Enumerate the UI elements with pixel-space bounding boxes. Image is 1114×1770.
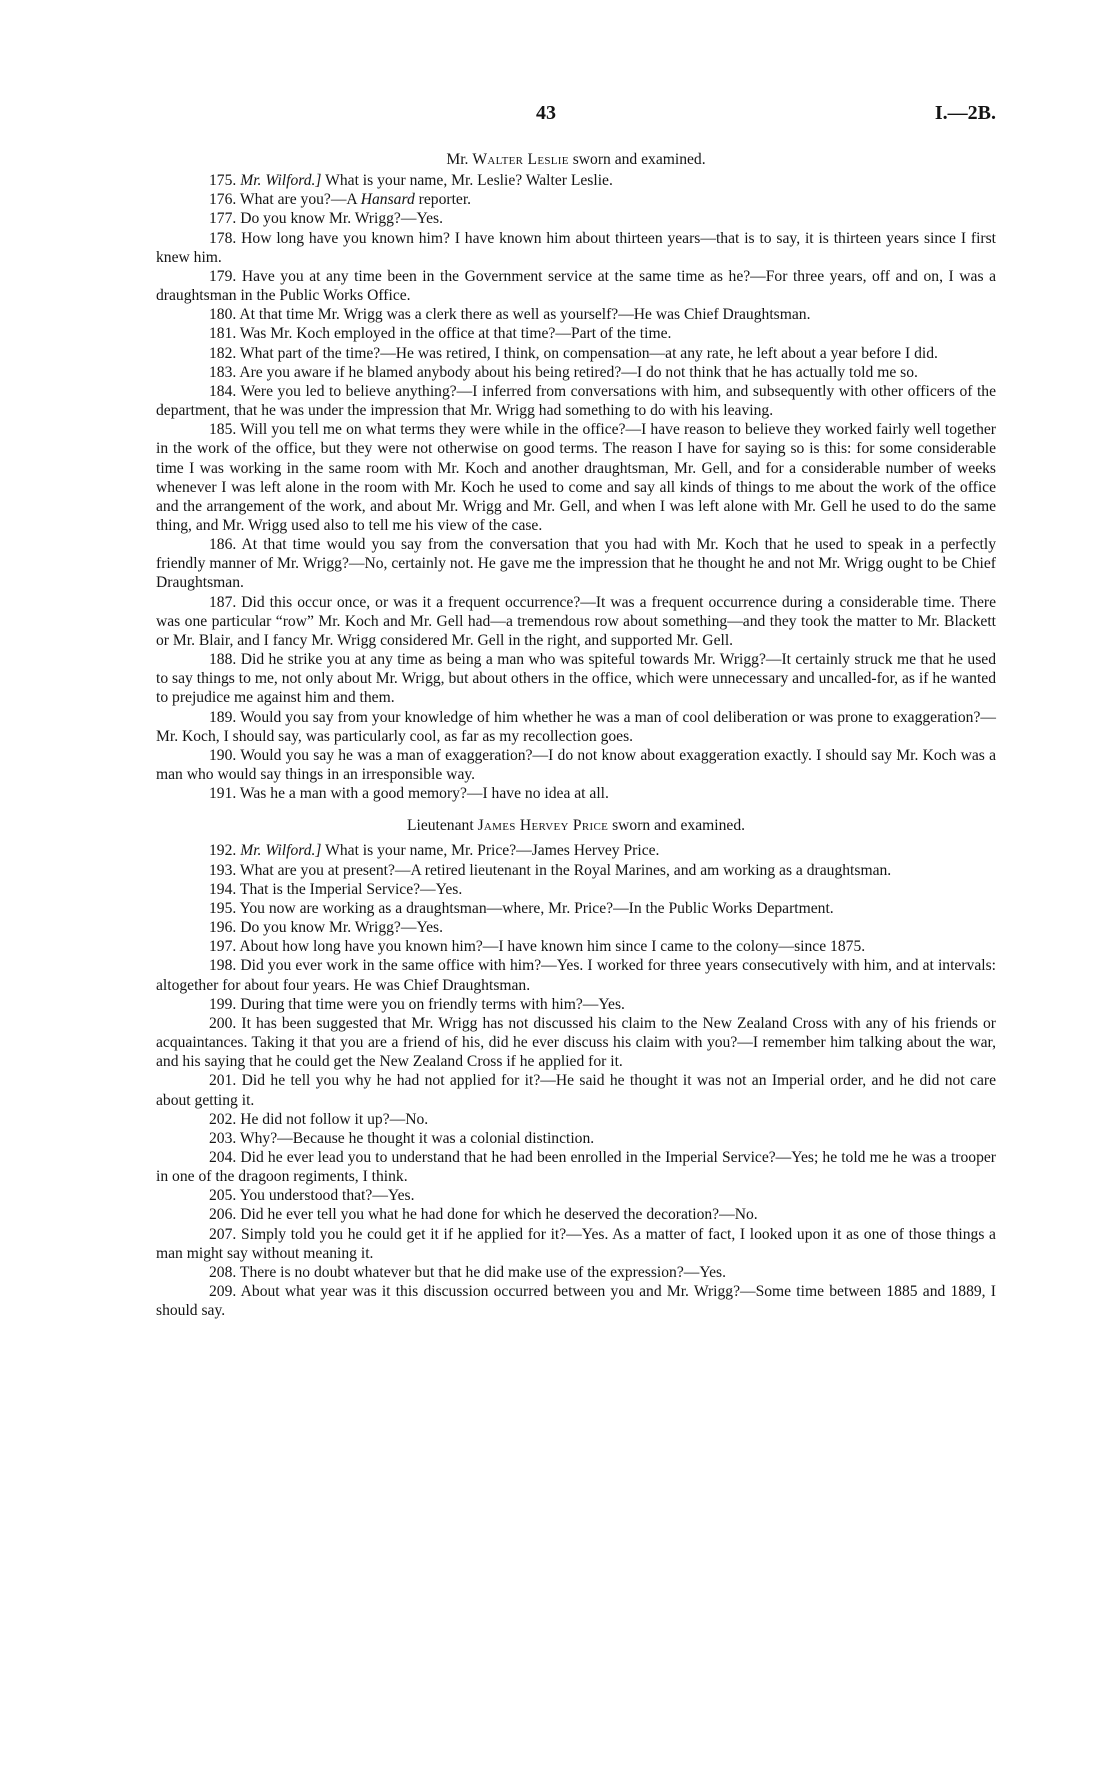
question-number: 201. — [209, 1072, 237, 1090]
question-text: You understood that?—Yes. — [239, 1187, 415, 1205]
question-number: 209. — [209, 1283, 237, 1301]
question-entry — [156, 937, 996, 956]
question-entry — [156, 861, 996, 880]
question-text: What are you?—A — [239, 191, 357, 209]
question-entry — [156, 1263, 996, 1282]
question-number: 195. — [209, 899, 237, 917]
questioner: Mr. Wilford.] — [240, 842, 322, 860]
witness-heading — [156, 150, 996, 169]
document-reference: I.—2B. — [934, 102, 996, 124]
witness-name: Walter Leslie — [472, 151, 569, 168]
question-entry — [156, 420, 996, 535]
question-text: Why?—Because he thought it was a colonial distinction. — [239, 1129, 595, 1147]
question-text: He did not follow it up?—No. — [240, 1110, 429, 1128]
question-text: Did this occur once, or was it a frequent occurrence?—It was a frequent occurrence during a considerable time. There was one particular “row” Mr. Koch and Mr. Gell had—a tremendous row about something—and they took the matter to Mr. Blackett or Mr. Blair, and I fancy Mr. Wrigg considered Mr. Gell in the right, and supported Mr. Gell. — [156, 593, 996, 649]
witness-title: Mr. — [446, 151, 469, 168]
question-text-cont: reporter. — [418, 191, 472, 209]
question-number: 184. — [209, 382, 237, 400]
witness-sworn: sworn and examined. — [572, 151, 706, 168]
question-entry — [156, 229, 996, 267]
question-text: It has been suggested that Mr. Wrigg has not discussed his claim to the New Zealand Cross with any of his friends or acquaintances. Taking it that you are a friend of his, did he ever discuss his claim with you?—I remember him talking about the war, and his saying that he could get the New Zealand Cross if he applied for it. — [156, 1014, 996, 1071]
question-number: 180. — [209, 306, 237, 324]
question-text: What are you at present?—A retired lieutenant in the Royal Marines, and am working as a draughtsman. — [239, 861, 892, 879]
question-number: 183. — [209, 363, 237, 381]
question-text: Have you at any time been in the Government service at the same time as he?—For three years, off and on, I was a draughtsman in the Public Works Office. — [156, 267, 996, 305]
question-text: Was Mr. Koch employed in the office at that time?—Part of the time. — [239, 325, 672, 343]
question-text: Did he tell you why he had not applied for it?—He said he thought it was not an Imperial order, and he did not care about getting it. — [156, 1072, 996, 1109]
question-entry — [156, 363, 996, 382]
question-entry — [156, 784, 996, 803]
witness-sworn: sworn and examined. — [612, 817, 746, 835]
question-entry — [156, 324, 996, 343]
question-number: 189. — [209, 708, 237, 726]
witness-name: James Hervey Price — [477, 817, 609, 835]
question-entry — [156, 1014, 996, 1071]
document-body — [156, 150, 996, 1320]
question-entry — [156, 899, 996, 918]
question-entry — [156, 708, 996, 746]
question-text: Did he ever lead you to understand that he had been enrolled in the Imperial Service?—Yes; he told me he was a trooper in one of the dragoon regiments, I think. — [156, 1148, 996, 1186]
question-entry — [156, 382, 996, 420]
question-text: You now are working as a draughtsman—where, Mr. Price?—In the Public Works Department. — [239, 899, 834, 917]
question-text: What is your name, Mr. Leslie? Walter Leslie. — [325, 172, 613, 190]
question-entry — [156, 1186, 996, 1205]
question-entry — [156, 880, 996, 899]
question-number: 193. — [209, 861, 237, 879]
question-number: 190. — [209, 746, 237, 764]
question-text: What is your name, Mr. Price?—James Hervey Price. — [325, 842, 660, 860]
question-text: Was he a man with a good memory?—I have no idea at all. — [239, 785, 609, 803]
question-entry — [156, 1129, 996, 1148]
question-entry — [156, 1205, 996, 1224]
question-number: 175. — [209, 172, 237, 190]
question-number: 187. — [209, 593, 237, 611]
question-number: 200. — [209, 1014, 237, 1032]
question-number: 204. — [209, 1148, 237, 1166]
witness-title: Lieutenant — [406, 817, 474, 835]
question-text: At that time would you say from the conversation that you had with Mr. Koch that he used to speak in a perfectly friendly manner of Mr. Wrigg?—No, certainly not. He gave me the impression that he thought he and not Mr. Wrigg ought to be Chief Draughtsman. — [156, 536, 996, 592]
question-entry — [156, 1148, 996, 1186]
question-number: 197. — [209, 938, 237, 956]
question-text: About what year was it this discussion occurred between you and Mr. Wrigg?—Some time between 1885 and 1889, I should say. — [156, 1283, 996, 1320]
question-number: 182. — [209, 344, 237, 362]
question-number: 188. — [209, 651, 237, 669]
question-entry — [156, 535, 996, 592]
question-text: What part of the time?—He was retired, I think, on compensation—at any rate, he left about a year before I did. — [239, 344, 938, 362]
question-text: Would you say from your knowledge of him whether he was a man of cool deliberation or was prone to exaggeration?—Mr. Koch, I should say, was particularly cool, as far as my recollection goes. — [156, 708, 996, 745]
question-text: At that time Mr. Wrigg was a clerk there as well as yourself?—He was Chief Draughtsman. — [239, 306, 811, 324]
question-entry — [156, 190, 996, 209]
question-number: 207. — [209, 1225, 237, 1243]
question-text: About how long have you known him?—I have known him since I came to the colony—since 1875. — [239, 938, 866, 956]
question-number: 179. — [209, 267, 237, 285]
question-number: 177. — [209, 210, 237, 228]
question-text: During that time were you on friendly terms with him?—Yes. — [240, 995, 625, 1013]
question-number: 185. — [209, 421, 237, 439]
question-text: Simply told you he could get it if he applied for it?—Yes. As a matter of fact, I looked upon it as one of those things a man might say without meaning it. — [156, 1225, 996, 1262]
question-entry — [156, 593, 996, 650]
question-entry — [156, 841, 996, 860]
question-text: Did he ever tell you what he had done for which he deserved the decoration?—No. — [240, 1206, 758, 1224]
question-text: Would you say he was a man of exaggeration?—I do not know about exaggeration exactly. I should say Mr. Koch was a man who would say things in an irresponsible way. — [156, 746, 996, 783]
question-number: 205. — [209, 1187, 237, 1205]
question-number: 203. — [209, 1129, 237, 1147]
question-text: That is the Imperial Service?—Yes. — [239, 880, 463, 898]
question-entry — [156, 995, 996, 1014]
question-entry — [156, 1071, 996, 1109]
emphasis-text: Hansard — [360, 191, 415, 209]
question-text: Are you aware if he blamed anybody about his being retired?—I do not think that he has actually told me so. — [239, 363, 918, 381]
question-number: 181. — [209, 325, 237, 343]
question-entry — [156, 209, 996, 228]
witness-heading — [156, 816, 996, 835]
question-entry — [156, 267, 996, 305]
question-text: Do you know Mr. Wrigg?—Yes. — [240, 210, 444, 228]
question-number: 202. — [209, 1110, 237, 1128]
question-number: 198. — [209, 957, 237, 975]
question-number: 178. — [209, 229, 237, 247]
question-entry — [156, 344, 996, 363]
question-number: 208. — [209, 1263, 237, 1281]
question-entry — [156, 918, 996, 937]
question-number: 191. — [209, 785, 237, 803]
question-number: 176. — [209, 191, 237, 209]
question-entry — [156, 1110, 996, 1129]
question-number: 194. — [209, 880, 237, 898]
question-number: 186. — [209, 536, 237, 554]
question-entry — [156, 171, 996, 190]
question-number: 196. — [209, 919, 237, 937]
page-number: 43 — [536, 102, 556, 124]
question-entry — [156, 305, 996, 324]
question-text: Do you know Mr. Wrigg?—Yes. — [240, 919, 444, 937]
question-number: 206. — [209, 1206, 237, 1224]
question-number: 192. — [209, 842, 237, 860]
question-entry — [156, 956, 996, 994]
question-entry — [156, 746, 996, 784]
question-entry — [156, 650, 996, 707]
questioner: Mr. Wilford.] — [240, 172, 322, 190]
question-text: Will you tell me on what terms they were while in the office?—I have reason to believe they worked fairly well together in the work of the office, but they were not otherwise on good terms. The reason I have for saying so is this: for some considerable time I was working in the same room with Mr. Koch and another draughtsman, Mr. Gell, and for a considerable number of weeks whenever I was left alone in the room with Mr. Koch he used to come and say all kinds of things to me about the work of the office and the arrangement of the work, and about Mr. Wrigg and Mr. Gell, and when I was left alone with Mr. Gell he used to do the same thing, and Mr. Wrigg used also to tell me his view of the case. — [156, 421, 996, 534]
question-entry — [156, 1282, 996, 1320]
question-entry — [156, 1225, 996, 1263]
question-text: Were you led to believe anything?—I inferred from conversations with him, and subsequently with other officers of the department, that he was under the impression that Mr. Wrigg had something to do with his leaving. — [156, 382, 996, 420]
page-header — [0, 102, 1114, 132]
question-text: How long have you known him? I have known him about thirteen years—that is to say, it is thirteen years since I first knew him. — [156, 229, 996, 266]
question-text: There is no doubt whatever but that he did make use of the expression?—Yes. — [239, 1263, 726, 1281]
question-number: 199. — [209, 995, 237, 1013]
question-text: Did he strike you at any time as being a man who was spiteful towards Mr. Wrigg?—It certainly struck me that he used to say things to me, not only about Mr. Wrigg, but about others in the office, which were unnecessary and uncalled-for, as if he wanted to prejudice me against him and them. — [156, 651, 996, 707]
question-text: Did you ever work in the same office with him?—Yes. I worked for three years consecutively with him, and at intervals: altogether for about four years. He was Chief Draughtsman. — [156, 957, 996, 994]
